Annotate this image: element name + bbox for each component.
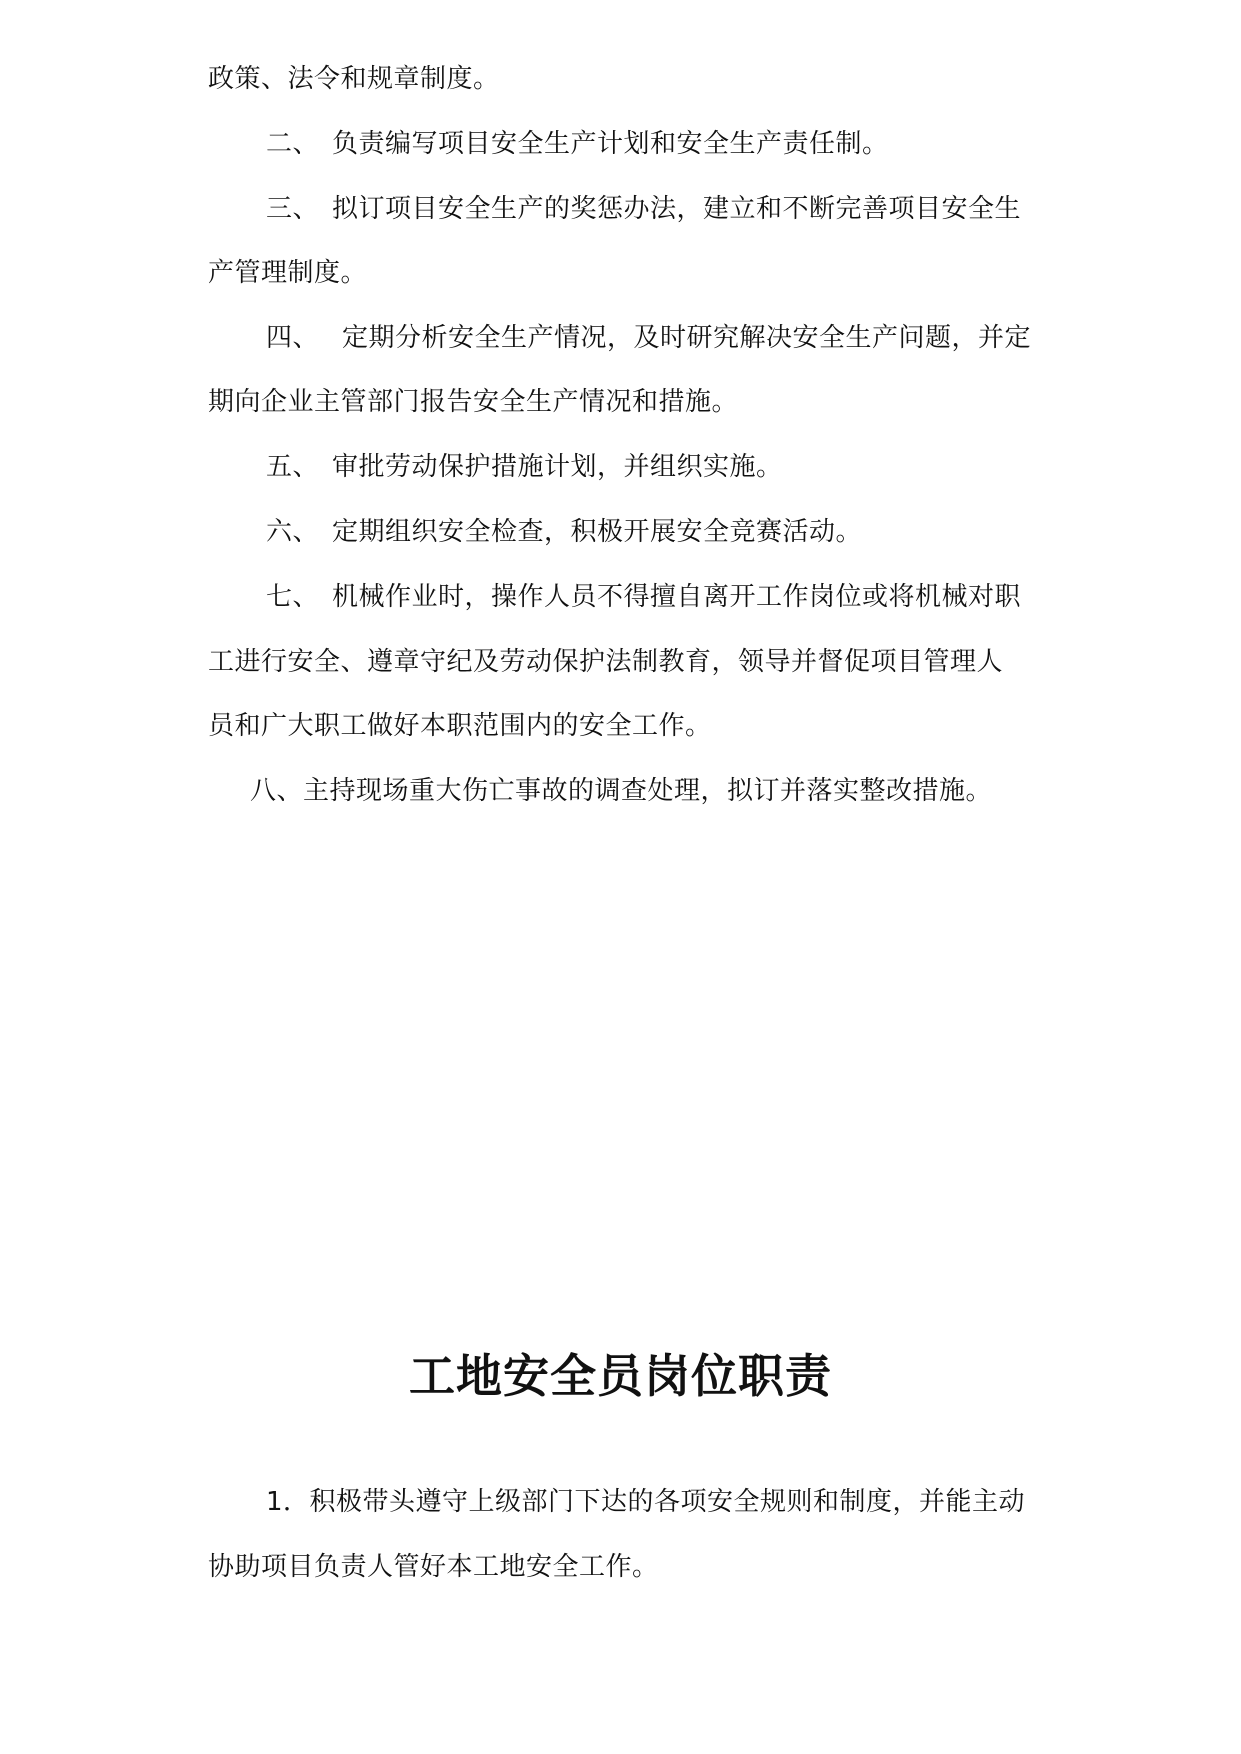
list-item-3 [266, 192, 1088, 226]
list-item-text: 负责编写项目安全生产计划和安全生产责任制。 [332, 129, 889, 159]
section-item-1-continuation: 协助项目负责人管好本工地安全工作。 [208, 1552, 659, 1582]
list-item-7 [266, 580, 1088, 614]
section-title: 工地安全员岗位职责 [409, 1349, 832, 1403]
list-item-number: 六、 [266, 517, 320, 547]
list-item-7-continuation: 工进行安全、遵章守纪及劳动保护法制教育，领导并督促项目管理人 [208, 647, 1004, 677]
list-item-3-continuation: 产管理制度。 [208, 258, 368, 288]
list-item-text: 拟订项目安全生产的奖惩办法，建立和不断完善项目安全生 [332, 194, 1022, 224]
list-item-text: 定期组织安全检查，积极开展安全竞赛活动。 [332, 517, 863, 547]
list-item-text: 定期分析安全生产情况，及时研究解决安全生产问题，并定 [342, 323, 1032, 353]
paragraph-continuation: 政策、法令和规章制度。 [208, 64, 500, 94]
list-item-number: 二、 [266, 129, 320, 159]
list-item-7-continuation-2: 员和广大职工做好本职范围内的安全工作。 [208, 711, 712, 741]
list-item-4 [266, 321, 1088, 355]
list-item-8: 八、主持现场重大伤亡事故的调查处理，拟订并落实整改措施。 [250, 776, 993, 806]
list-item-number: 四、 [266, 323, 320, 353]
list-item-number: 三、 [266, 194, 320, 224]
list-item-number: 五、 [266, 452, 320, 482]
list-item-5 [266, 450, 1088, 484]
list-item-text: 审批劳动保护措施计划，并组织实施。 [332, 452, 783, 482]
list-item-4-continuation: 期向企业主管部门报告安全生产情况和措施。 [208, 387, 739, 417]
list-item-6 [266, 515, 1088, 549]
list-item-number: 七、 [266, 582, 320, 612]
list-item-2 [266, 127, 1088, 161]
list-item-text: 机械作业时，操作人员不得擅自离开工作岗位或将机械对职 [332, 582, 1022, 612]
section-item-1: 1．积极带头遵守上级部门下达的各项安全规则和制度，并能主动 [266, 1487, 1026, 1517]
